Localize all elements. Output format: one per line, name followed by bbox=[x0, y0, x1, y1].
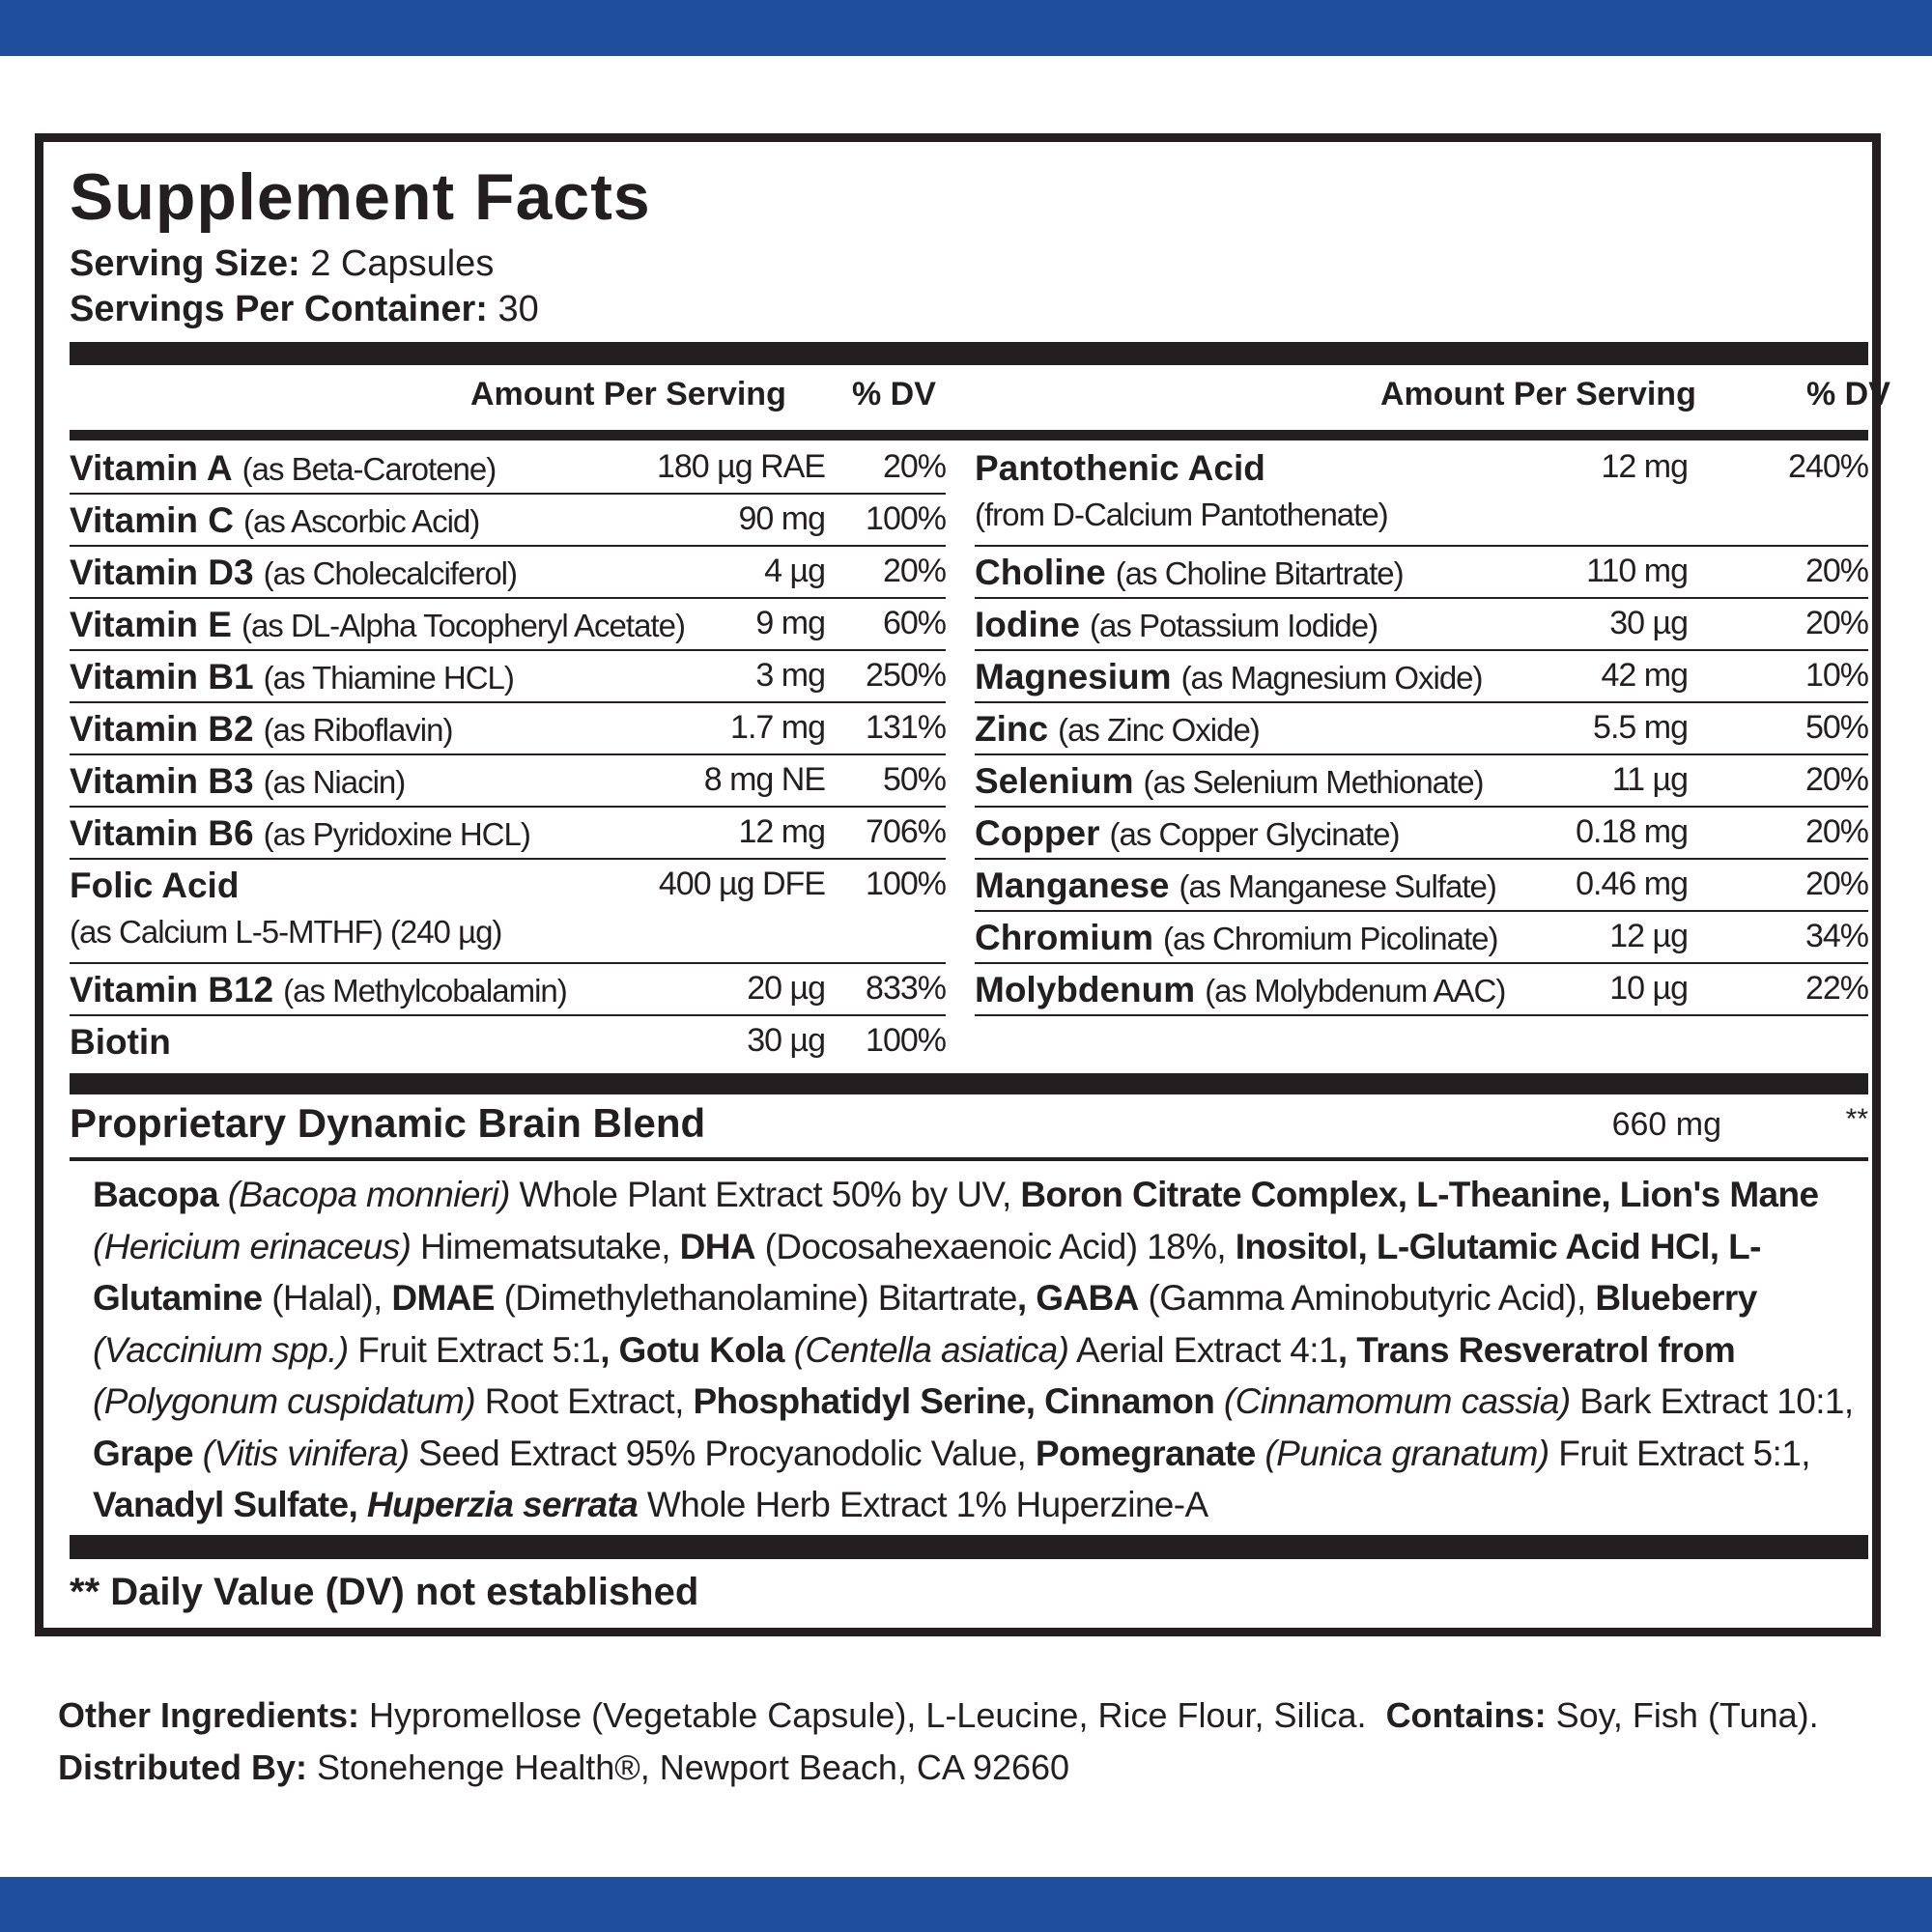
nutrient-dv: 240% bbox=[1788, 448, 1868, 485]
nutrient-row bbox=[975, 703, 1868, 755]
ingredient-text: (Halal), bbox=[262, 1278, 392, 1318]
ingredient-text: Fruit Extract 5:1 bbox=[348, 1329, 601, 1370]
nutrient-row bbox=[70, 651, 946, 703]
right-dv-header: % DV bbox=[1806, 376, 1890, 412]
nutrient-name-line bbox=[70, 761, 405, 802]
ingredient-text: , Gotu Kola bbox=[600, 1329, 784, 1370]
nutrient-amount: 4 µg bbox=[764, 553, 825, 589]
servings-per-container-value: 30 bbox=[497, 289, 539, 329]
nutrient-name-line bbox=[70, 866, 239, 906]
ingredient-text: Root Extract, bbox=[475, 1381, 694, 1421]
nutrient-amount: 12 mg bbox=[1601, 448, 1688, 485]
nutrient-row bbox=[70, 495, 946, 547]
nutrient-source: (as Riboflavin) bbox=[263, 712, 453, 748]
nutrient-dv: 250% bbox=[866, 657, 946, 694]
nutrient-name-line bbox=[70, 709, 452, 750]
ingredient-text: Seed Extract 95% Procyanodolic Value, bbox=[409, 1433, 1036, 1473]
nutrient-source: (as Pyridoxine HCL) bbox=[263, 816, 530, 852]
nutrient-source: (as Copper Glycinate) bbox=[1109, 816, 1400, 852]
top-color-band bbox=[0, 0, 1932, 56]
nutrient-name: Vitamin D3 bbox=[70, 553, 254, 592]
ingredient-text: Pomegranate bbox=[1035, 1433, 1256, 1473]
nutrient-dv: 50% bbox=[882, 761, 946, 798]
nutrient-amount: 10 µg bbox=[1609, 970, 1688, 1007]
nutrient-amount: 12 µg bbox=[1609, 918, 1688, 954]
distributed-by-text: Stonehenge Health®, Newport Beach, CA 92660 bbox=[307, 1747, 1070, 1787]
nutrient-dv: 20% bbox=[1804, 813, 1868, 850]
ingredient-text: , Trans Resveratrol from bbox=[1337, 1329, 1736, 1370]
contains-label: Contains: bbox=[1385, 1695, 1547, 1735]
nutrient-amount: 90 mg bbox=[738, 500, 825, 537]
ingredient-text: Blueberry bbox=[1595, 1278, 1757, 1318]
nutrient-amount: 400 µg DFE bbox=[658, 866, 825, 902]
nutrient-row bbox=[70, 860, 946, 964]
nutrient-name-line bbox=[70, 605, 685, 645]
thick-divider bbox=[70, 1073, 1868, 1094]
nutrient-name: Iodine bbox=[975, 605, 1080, 644]
nutrient-name: Vitamin A bbox=[70, 448, 233, 488]
nutrient-amount: 180 µg RAE bbox=[656, 448, 825, 485]
ingredient-text: (Vitis vinifera) bbox=[202, 1433, 410, 1473]
ingredient-text: Himematsutake, bbox=[411, 1226, 680, 1266]
nutrient-source: (as Beta-Carotene) bbox=[242, 451, 497, 487]
nutrient-name-line bbox=[70, 970, 567, 1010]
nutrient-name: Magnesium bbox=[975, 657, 1172, 696]
other-ingredients-text: Hypromellose (Vegetable Capsule), L-Leucine, Rice Flour, Silica. bbox=[359, 1695, 1367, 1735]
left-amount-header: Amount Per Serving bbox=[470, 376, 786, 412]
nutrient-name-line bbox=[975, 553, 1404, 593]
nutrient-dv: 833% bbox=[866, 970, 946, 1007]
nutrient-source: (as Manganese Sulfate) bbox=[1179, 868, 1496, 904]
nutrient-row bbox=[975, 860, 1868, 912]
nutrient-row bbox=[70, 1016, 946, 1068]
nutrient-source: (as Potassium Iodide) bbox=[1089, 608, 1378, 643]
nutrient-name: Selenium bbox=[975, 761, 1134, 801]
nutrient-row bbox=[975, 912, 1868, 964]
nutrient-name: Copper bbox=[975, 813, 1100, 853]
nutrient-row bbox=[975, 651, 1868, 703]
nutrient-dv: 20% bbox=[1804, 605, 1868, 641]
nutrient-amount: 12 mg bbox=[738, 813, 825, 850]
nutrient-amount: 9 mg bbox=[755, 605, 825, 641]
nutrient-amount: 20 µg bbox=[747, 970, 825, 1007]
nutrient-row bbox=[70, 547, 946, 599]
blend-ingredient-list bbox=[93, 1169, 1861, 1531]
nutrient-name-line bbox=[975, 448, 1265, 489]
nutrient-amount: 30 µg bbox=[747, 1022, 825, 1059]
ingredient-text: Boron Citrate Complex, L-Theanine, bbox=[1020, 1175, 1611, 1214]
nutrient-name: Vitamin E bbox=[70, 605, 232, 644]
nutrient-amount: 8 mg NE bbox=[703, 761, 825, 798]
nutrient-dv: 20% bbox=[1804, 553, 1868, 589]
row-divider bbox=[975, 1014, 1868, 1016]
nutrient-name: Vitamin B1 bbox=[70, 657, 254, 696]
nutrient-amount: 1.7 mg bbox=[730, 709, 825, 746]
left-dv-header: % DV bbox=[852, 376, 936, 412]
nutrient-dv: 131% bbox=[866, 709, 946, 746]
ingredient-text: (Cinnamomum cassia) bbox=[1223, 1381, 1571, 1421]
bottom-color-band bbox=[0, 1877, 1932, 1932]
nutrient-name-line bbox=[70, 553, 517, 593]
nutrient-dv: 100% bbox=[866, 866, 946, 902]
ingredient-text bbox=[1214, 1381, 1224, 1421]
nutrient-source: (as Magnesium Oxide) bbox=[1180, 660, 1483, 696]
nutrient-row bbox=[70, 964, 946, 1016]
ingredient-text: Aerial Extract 4:1 bbox=[1068, 1329, 1338, 1370]
ingredient-text: Whole Plant Extract 50% by UV, bbox=[509, 1175, 1021, 1214]
ingredient-text: (Bacopa monnieri) bbox=[227, 1175, 510, 1214]
nutrient-source: (as Chromium Picolinate) bbox=[1163, 921, 1498, 956]
nutrient-amount: 42 mg bbox=[1601, 657, 1688, 694]
nutrient-dv: 22% bbox=[1804, 970, 1868, 1007]
nutrient-dv: 20% bbox=[882, 553, 946, 589]
ingredient-text: (Polygonum cuspidatum) bbox=[93, 1381, 476, 1421]
nutrient-amount: 0.18 mg bbox=[1576, 813, 1688, 850]
nutrient-source: (as Thiamine HCL) bbox=[263, 660, 514, 696]
blend-dv: ** bbox=[1845, 1103, 1868, 1135]
nutrient-name-line bbox=[975, 970, 1505, 1010]
ingredient-text: Inositol, L-Glutamic Acid HCl, L-Glutamine bbox=[93, 1226, 1761, 1318]
ingredient-text: (Centella asiatica) bbox=[793, 1329, 1069, 1370]
ingredient-text: (Hericium erinaceus) bbox=[93, 1226, 412, 1266]
nutrient-name-line bbox=[975, 866, 1496, 906]
nutrient-dv: 20% bbox=[1804, 866, 1868, 902]
nutrient-name: Pantothenic Acid bbox=[975, 448, 1265, 488]
nutrient-name: Molybdenum bbox=[975, 970, 1196, 1009]
nutrient-dv: 60% bbox=[882, 605, 946, 641]
nutrient-name: Manganese bbox=[975, 866, 1170, 905]
nutrient-source: (as Ascorbic Acid) bbox=[242, 503, 480, 539]
dv-footnote: ** Daily Value (DV) not established bbox=[70, 1571, 699, 1613]
nutrient-name: Vitamin B6 bbox=[70, 813, 254, 853]
nutrient-source: (as Methylcobalamin) bbox=[283, 973, 567, 1009]
ingredient-text: Huperzia serrata bbox=[366, 1485, 639, 1524]
nutrient-source: (as Calcium L-5-MTHF) (240 µg) bbox=[70, 914, 502, 950]
nutrient-name: Vitamin C bbox=[70, 500, 234, 540]
nutrient-dv: 20% bbox=[1804, 761, 1868, 798]
nutrient-name: Chromium bbox=[975, 918, 1153, 957]
ingredient-text bbox=[1256, 1434, 1265, 1473]
nutrient-name: Folic Acid bbox=[70, 866, 240, 905]
nutrient-row bbox=[975, 442, 1868, 547]
ingredient-text: (Dimethylethanolamine) Bitartrate bbox=[494, 1278, 1017, 1318]
nutrient-row bbox=[70, 755, 946, 808]
nutrient-name: Choline bbox=[975, 553, 1106, 592]
nutrient-amount: 30 µg bbox=[1609, 605, 1688, 641]
nutrient-dv: 706% bbox=[866, 813, 946, 850]
nutrient-row bbox=[70, 599, 946, 651]
nutrient-name-line bbox=[975, 918, 1497, 958]
nutrient-dv: 100% bbox=[866, 500, 946, 537]
ingredient-text: Vanadyl Sulfate, bbox=[93, 1485, 367, 1524]
ingredient-text bbox=[193, 1434, 203, 1473]
other-ingredients-line bbox=[58, 1695, 1819, 1736]
nutrient-name: Vitamin B2 bbox=[70, 709, 254, 749]
thick-divider bbox=[70, 1535, 1868, 1559]
nutrient-source: (as Niacin) bbox=[263, 764, 406, 800]
header-divider bbox=[70, 430, 1868, 440]
nutrient-source: (as Cholecalciferol) bbox=[263, 555, 517, 591]
ingredient-text: (Punica granatum) bbox=[1264, 1433, 1549, 1473]
nutrient-source: (as Zinc Oxide) bbox=[1058, 712, 1260, 748]
ingredient-text: DHA bbox=[679, 1226, 755, 1266]
nutrient-dv: 10% bbox=[1804, 657, 1868, 694]
blend-divider bbox=[70, 1157, 1868, 1161]
nutrient-name: Vitamin B12 bbox=[70, 970, 274, 1009]
nutrient-name-line bbox=[975, 813, 1399, 854]
ingredient-text: Grape bbox=[93, 1433, 193, 1473]
nutrient-row bbox=[70, 808, 946, 860]
ingredient-text: Lion's Mane bbox=[1619, 1175, 1819, 1214]
nutrient-dv: 34% bbox=[1804, 918, 1868, 954]
ingredient-text: (Docosahexaenoic Acid) 18%, bbox=[754, 1226, 1236, 1266]
nutrient-name: Vitamin B3 bbox=[70, 761, 254, 801]
ingredient-text bbox=[1610, 1175, 1620, 1214]
nutrient-amount: 11 µg bbox=[1611, 761, 1688, 798]
blend-name: Proprietary Dynamic Brain Blend bbox=[70, 1100, 706, 1146]
nutrient-row bbox=[70, 703, 946, 755]
nutrient-dv: 50% bbox=[1804, 709, 1868, 746]
nutrient-name-line bbox=[70, 448, 496, 489]
serving-size-value: 2 Capsules bbox=[310, 243, 495, 284]
nutrient-name-line bbox=[975, 657, 1483, 697]
servings-per-container bbox=[70, 289, 539, 330]
panel-title: Supplement Facts bbox=[70, 160, 651, 234]
supplement-facts-panel bbox=[35, 133, 1890, 1636]
nutrient-name-line bbox=[975, 709, 1260, 750]
nutrient-name-line bbox=[975, 605, 1378, 645]
ingredient-text: Fruit Extract 5:1, bbox=[1548, 1433, 1810, 1473]
nutrient-source: (from D-Calcium Pantothenate) bbox=[975, 497, 1388, 532]
nutrient-source: (as Molybdenum AAC) bbox=[1205, 973, 1506, 1009]
nutrient-source: (as Selenium Methionate) bbox=[1143, 764, 1484, 800]
ingredient-text: Bark Extract 10:1, bbox=[1570, 1381, 1854, 1421]
other-ingredients-label: Other Ingredients: bbox=[58, 1695, 360, 1735]
nutrient-name-line bbox=[975, 761, 1484, 802]
nutrient-row bbox=[975, 547, 1868, 599]
nutrient-name-line bbox=[70, 1022, 171, 1063]
nutrient-row bbox=[70, 442, 946, 495]
ingredient-text bbox=[218, 1175, 228, 1214]
serving-size-label: Serving Size: bbox=[70, 243, 300, 284]
nutrient-name-line bbox=[70, 813, 530, 854]
nutrient-name-line bbox=[70, 657, 514, 697]
nutrient-amount: 0.46 mg bbox=[1576, 866, 1688, 902]
nutrient-row bbox=[975, 964, 1868, 1016]
nutrient-row bbox=[975, 808, 1868, 860]
nutrient-name-line bbox=[70, 500, 479, 541]
nutrient-amount: 5.5 mg bbox=[1593, 709, 1688, 746]
nutrient-amount: 110 mg bbox=[1586, 553, 1688, 589]
nutrient-name: Zinc bbox=[975, 709, 1049, 749]
nutrient-dv: 20% bbox=[882, 448, 946, 485]
contains-text: Soy, Fish (Tuna). bbox=[1546, 1695, 1819, 1735]
ingredient-text: (Vaccinium spp.) bbox=[93, 1329, 349, 1370]
nutrient-amount: 3 mg bbox=[755, 657, 825, 694]
nutrient-source: (as DL-Alpha Tocopheryl Acetate) bbox=[241, 608, 685, 643]
ingredient-text: Whole Herb Extract 1% Huperzine-A bbox=[638, 1485, 1208, 1524]
nutrient-row bbox=[975, 599, 1868, 651]
distributed-by-label: Distributed By: bbox=[58, 1747, 308, 1787]
ingredient-text: Phosphatidyl Serine, Cinnamon bbox=[693, 1381, 1215, 1421]
ingredient-text: Bacopa bbox=[93, 1175, 219, 1214]
ingredient-text bbox=[784, 1330, 794, 1370]
ingredient-text: , GABA bbox=[1016, 1278, 1139, 1318]
servings-per-container-label: Servings Per Container: bbox=[70, 289, 488, 329]
thick-divider bbox=[70, 342, 1868, 365]
ingredient-text: (Gamma Aminobutyric Acid), bbox=[1138, 1278, 1596, 1318]
right-amount-header: Amount Per Serving bbox=[1380, 376, 1696, 412]
serving-size bbox=[70, 243, 494, 285]
nutrient-row bbox=[975, 755, 1868, 808]
distributed-by-line bbox=[58, 1747, 1069, 1788]
nutrient-name: Biotin bbox=[70, 1022, 171, 1062]
nutrient-dv: 100% bbox=[866, 1022, 946, 1059]
nutrient-source: (as Choline Bitartrate) bbox=[1115, 555, 1404, 591]
blend-amount: 660 mg bbox=[1611, 1106, 1721, 1143]
ingredient-text: DMAE bbox=[391, 1278, 495, 1318]
